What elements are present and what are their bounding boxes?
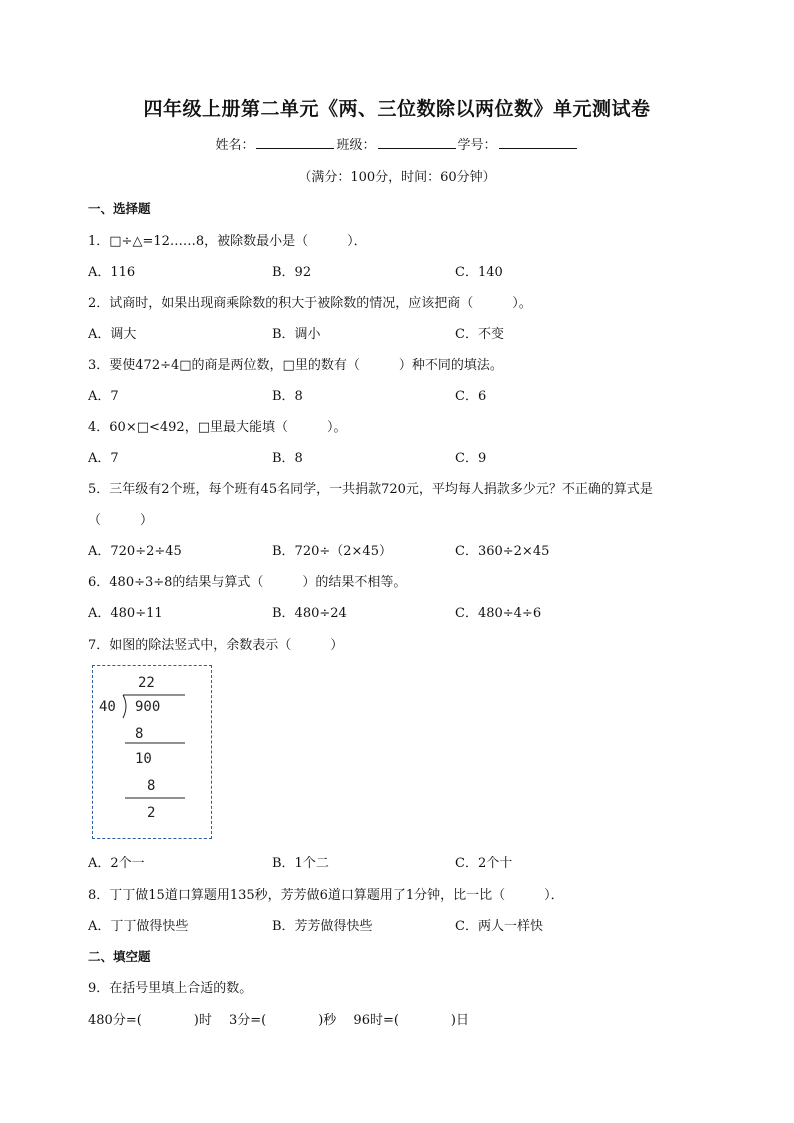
question-1-text: 1．□÷△=12……8，被除数最小是（ ）．: [88, 234, 367, 249]
question-4-option-a: A．7: [88, 451, 119, 466]
question-3-text: 3．要使472÷4□的商是两位数，□里的数有（ ）种不同的填法。: [88, 358, 503, 373]
step-product-2: 8: [147, 778, 156, 794]
question-6-option-b: B．480÷24: [272, 606, 347, 621]
question-3-option-a: A．7: [88, 389, 119, 404]
question-3-option-b: B．8: [272, 389, 303, 404]
name-blank: [256, 135, 334, 149]
question-9-text: 9．在括号里填上合适的数。: [88, 981, 253, 996]
question-7-option-c: C．2个十: [455, 856, 513, 871]
question-9-blanks: 480分=( )时 3分=( )秒 96时=( )日: [88, 1013, 469, 1028]
question-2-option-a: A．调大: [88, 327, 137, 342]
question-8-option-a: A．丁丁做得快些: [88, 919, 189, 934]
question-4-option-c: C．9: [455, 451, 487, 466]
name-label: 姓名：: [215, 138, 255, 153]
question-3-option-c: C．6: [455, 389, 487, 404]
question-8-text: 8．丁丁做15道口算题用135秒，芳芳做6道口算题用了1分钟，比一比（ ）．: [88, 888, 564, 903]
question-4-option-b: B．8: [272, 451, 303, 466]
question-6-option-a: A．480÷11: [88, 606, 163, 621]
step-product-1: 8: [135, 726, 144, 742]
section-fill-heading: 二、填空题: [88, 949, 151, 964]
question-6-text: 6．480÷3÷8的结果与算式（ ）的结果不相等。: [88, 575, 407, 590]
question-7-option-b: B．1个二: [272, 856, 329, 871]
question-7-option-a: A．2个一: [88, 856, 145, 871]
page-title: 四年级上册第二单元《两、三位数除以两位数》单元测试卷: [143, 98, 651, 120]
question-8-option-b: B．芳芳做得快些: [272, 919, 373, 934]
class-blank: [378, 135, 456, 149]
question-2-text: 2．试商时，如果出现商乘除数的积大于被除数的情况，应该把商（ ）。: [88, 296, 532, 311]
dividend: 900: [135, 699, 161, 715]
divisor: 40: [99, 699, 116, 715]
long-division-drawing: [93, 666, 213, 840]
question-5-option-a: A．720÷2÷45: [88, 544, 182, 559]
long-division-figure: [92, 665, 212, 839]
id-label: 学号：: [457, 138, 497, 153]
question-5-text: 5．三年级有2个班，每个班有45名同学，一共捐款720元，平均每人捐款多少元？不正确的算式是: [88, 482, 653, 497]
score-note: （满分：100分，时间：60分钟）: [298, 170, 496, 185]
question-1-option-a: A．116: [88, 265, 136, 280]
step-remainder-1: 10: [135, 751, 152, 767]
question-2-option-b: B．调小: [272, 327, 321, 342]
id-blank: [499, 135, 577, 149]
quotient: 22: [138, 675, 155, 691]
question-2-option-c: C．不变: [455, 327, 504, 342]
question-1-option-b: B．92: [272, 265, 312, 280]
question-7-text: 7．如图的除法竖式中，余数表示（ ）: [88, 638, 344, 653]
question-5-text-continued: （ ）: [88, 513, 154, 528]
class-label: 班级：: [336, 138, 376, 153]
question-4-text: 4．60×□<492，□里最大能填（ ）。: [88, 420, 347, 435]
question-6-option-c: C．480÷4÷6: [455, 606, 542, 621]
division-bracket: [123, 695, 126, 718]
question-5-option-b: B．720÷（2×45）: [272, 544, 392, 559]
section-choice-heading: 一、选择题: [88, 201, 151, 216]
question-1-option-c: C．140: [455, 265, 503, 280]
question-8-option-c: C．两人一样快: [455, 919, 543, 934]
remainder: 2: [147, 805, 156, 821]
question-5-option-c: C．360÷2×45: [455, 544, 550, 559]
student-info: [0, 134, 794, 153]
